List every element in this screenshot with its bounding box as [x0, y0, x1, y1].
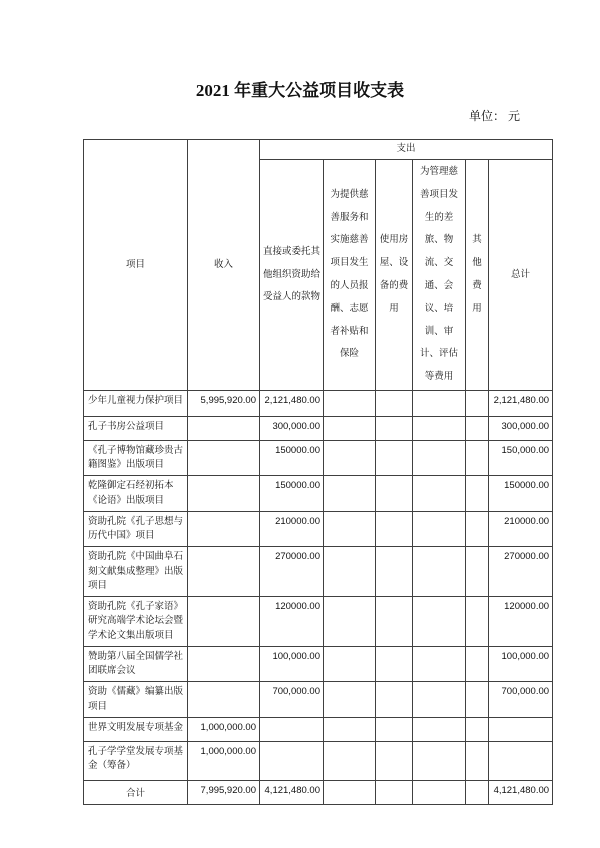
cell-project: 资助孔院《孔子家语》研究高端学术论坛会暨学术论文集出版项目: [84, 597, 188, 647]
cell-admin-cost: [413, 440, 466, 476]
cell-facility-cost: [376, 717, 413, 741]
cell-other-cost: [466, 547, 489, 597]
table-row: [84, 440, 553, 476]
cell-service-cost: [324, 682, 376, 718]
cell-other-cost: [466, 390, 489, 416]
cell-total: 300,000.00: [489, 416, 553, 440]
cell-income: 1,000,000.00: [188, 741, 260, 780]
cell-project: 少年儿童视力保护项目: [84, 390, 188, 416]
table-row: [84, 741, 553, 780]
cell-project: 《孔子博物馆藏珍贵古籍图鉴》出版项目: [84, 440, 188, 476]
cell-other-cost: [466, 440, 489, 476]
col-header-service-cost: 为提供慈善服务和实施慈善项目发生的人员报酬、志愿者补贴和保险: [324, 160, 376, 391]
cell-facility-cost: [376, 646, 413, 682]
cell-direct-funding: 100,000.00: [260, 646, 324, 682]
cell-other-cost: [466, 597, 489, 647]
cell-direct-funding: 700,000.00: [260, 682, 324, 718]
cell-direct-funding: 4,121,480.00: [260, 780, 324, 804]
cell-service-cost: [324, 416, 376, 440]
cell-direct-funding: 120000.00: [260, 597, 324, 647]
cell-other-cost: [466, 780, 489, 804]
cell-facility-cost: [376, 780, 413, 804]
cell-direct-funding: [260, 717, 324, 741]
col-header-admin-cost: 为管理慈善项目发生的差旅、物流、交通、会议、培训、审计、评估等费用: [413, 160, 466, 391]
cell-direct-funding: 150000.00: [260, 440, 324, 476]
cell-direct-funding: [260, 741, 324, 780]
cell-project: 资助孔院《孔子思想与历代中国》项目: [84, 511, 188, 547]
cell-direct-funding: 270000.00: [260, 547, 324, 597]
cell-facility-cost: [376, 511, 413, 547]
cell-project: 世界文明发展专项基金: [84, 717, 188, 741]
cell-total: 150000.00: [489, 476, 553, 512]
cell-income: [188, 547, 260, 597]
cell-admin-cost: [413, 682, 466, 718]
table-row: [84, 476, 553, 512]
col-header-expenditure: 支出: [260, 140, 553, 160]
cell-total: 2,121,480.00: [489, 390, 553, 416]
cell-income: 1,000,000.00: [188, 717, 260, 741]
cell-direct-funding: 150000.00: [260, 476, 324, 512]
cell-admin-cost: [413, 717, 466, 741]
cell-facility-cost: [376, 440, 413, 476]
cell-service-cost: [324, 476, 376, 512]
unit-label: 单位： 元: [468, 109, 520, 123]
cell-service-cost: [324, 597, 376, 647]
cell-other-cost: [466, 416, 489, 440]
table-row: [84, 390, 553, 416]
cell-project: 资助孔院《中国曲阜石刻文献集成整理》出版项目: [84, 547, 188, 597]
cell-total: 120000.00: [489, 597, 553, 647]
cell-income: [188, 440, 260, 476]
col-header-other-cost: 其他费用: [466, 160, 489, 391]
income-expense-table: [83, 139, 553, 805]
cell-other-cost: [466, 682, 489, 718]
cell-project: 孔子书房公益项目: [84, 416, 188, 440]
col-header-facility-cost: 使用房屋、设备的费用: [376, 160, 413, 391]
cell-direct-funding: 2,121,480.00: [260, 390, 324, 416]
cell-admin-cost: [413, 741, 466, 780]
cell-project: 赞助第八届全国儒学社团联席会议: [84, 646, 188, 682]
cell-project: 乾隆御定石经初拓本《论语》出版项目: [84, 476, 188, 512]
cell-facility-cost: [376, 476, 413, 512]
col-header-direct-funding: 直接或委托其他组织资助给受益人的款物: [260, 160, 324, 391]
cell-other-cost: [466, 717, 489, 741]
table-row: [84, 682, 553, 718]
cell-other-cost: [466, 741, 489, 780]
cell-other-cost: [466, 646, 489, 682]
cell-total: 100,000.00: [489, 646, 553, 682]
cell-admin-cost: [413, 597, 466, 647]
col-header-project: 项目: [84, 140, 188, 391]
cell-facility-cost: [376, 547, 413, 597]
cell-income: [188, 511, 260, 547]
table-row: [84, 717, 553, 741]
page-title: 2021 年重大公益项目收支表: [195, 81, 405, 100]
cell-admin-cost: [413, 547, 466, 597]
table-row: [84, 597, 553, 647]
cell-service-cost: [324, 440, 376, 476]
cell-total: 700,000.00: [489, 682, 553, 718]
table-row: [84, 416, 553, 440]
cell-total: 210000.00: [489, 511, 553, 547]
cell-project: 合计: [84, 780, 188, 804]
cell-service-cost: [324, 717, 376, 741]
cell-direct-funding: 210000.00: [260, 511, 324, 547]
cell-facility-cost: [376, 416, 413, 440]
cell-income: 5,995,920.00: [188, 390, 260, 416]
cell-direct-funding: 300,000.00: [260, 416, 324, 440]
cell-other-cost: [466, 476, 489, 512]
table-row: [84, 547, 553, 597]
cell-admin-cost: [413, 780, 466, 804]
cell-total: 150,000.00: [489, 440, 553, 476]
cell-income: [188, 646, 260, 682]
cell-facility-cost: [376, 741, 413, 780]
cell-admin-cost: [413, 416, 466, 440]
cell-total: [489, 717, 553, 741]
cell-service-cost: [324, 780, 376, 804]
cell-facility-cost: [376, 682, 413, 718]
cell-total: 270000.00: [489, 547, 553, 597]
cell-facility-cost: [376, 390, 413, 416]
table-row-total: [84, 780, 553, 804]
cell-service-cost: [324, 390, 376, 416]
cell-income: [188, 682, 260, 718]
cell-service-cost: [324, 741, 376, 780]
table-row: [84, 511, 553, 547]
cell-income: 7,995,920.00: [188, 780, 260, 804]
cell-service-cost: [324, 547, 376, 597]
cell-admin-cost: [413, 511, 466, 547]
cell-income: [188, 597, 260, 647]
col-header-total: 总计: [489, 160, 553, 391]
cell-other-cost: [466, 511, 489, 547]
cell-project: 孔子学学堂发展专项基金（筹备）: [84, 741, 188, 780]
cell-total: 4,121,480.00: [489, 780, 553, 804]
cell-total: [489, 741, 553, 780]
table-row: [84, 646, 553, 682]
cell-service-cost: [324, 511, 376, 547]
cell-admin-cost: [413, 476, 466, 512]
cell-service-cost: [324, 646, 376, 682]
cell-income: [188, 476, 260, 512]
cell-facility-cost: [376, 597, 413, 647]
cell-income: [188, 416, 260, 440]
col-header-income: 收入: [188, 140, 260, 391]
header-row-top: [84, 140, 553, 160]
cell-admin-cost: [413, 646, 466, 682]
cell-project: 资助《儒藏》编纂出版项目: [84, 682, 188, 718]
cell-admin-cost: [413, 390, 466, 416]
